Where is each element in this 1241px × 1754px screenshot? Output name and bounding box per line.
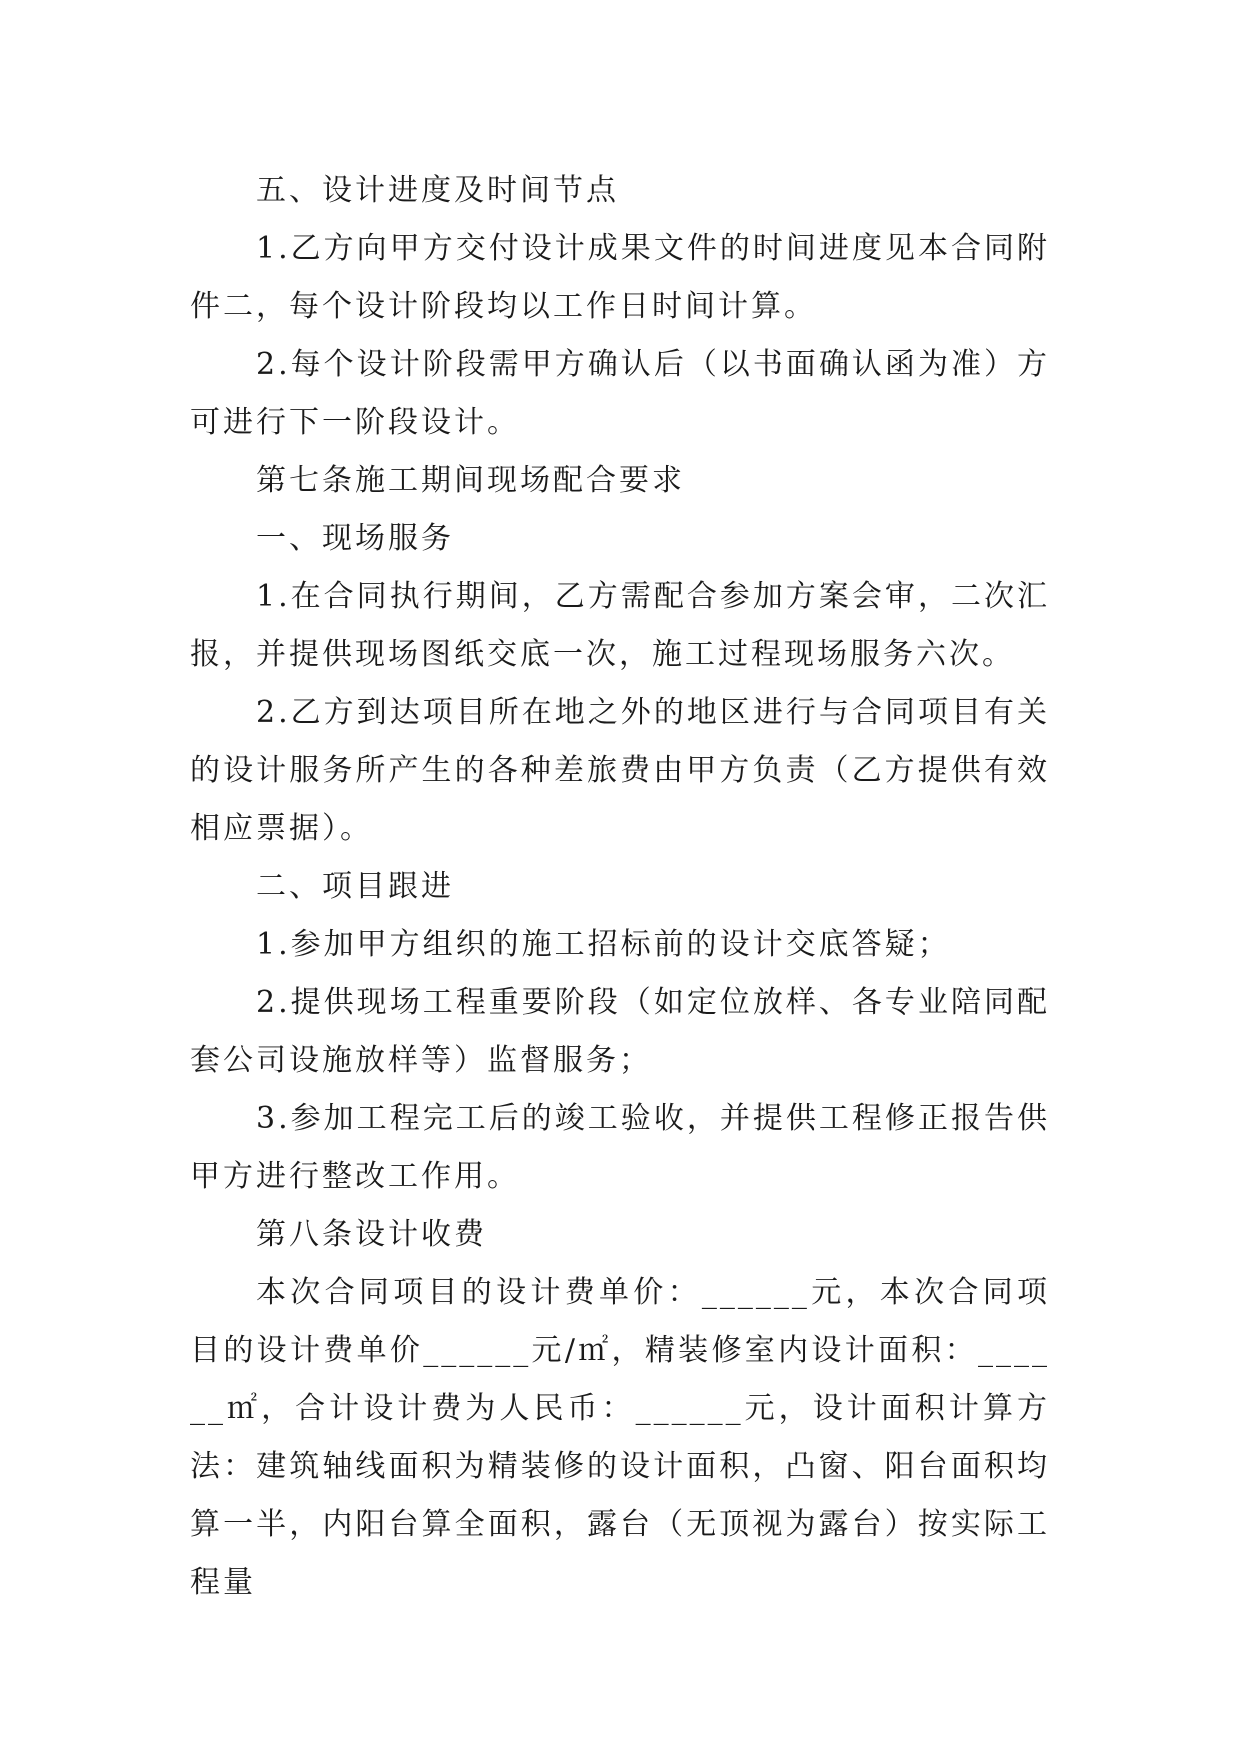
document-body (190, 162, 1050, 1612)
paragraph-stage-confirmation: 2.每个设计阶段需甲方确认后（以书面确认函为准）方可进行下一阶段设计。 (190, 347, 1050, 440)
paragraph-onsite-service-2: 2.乙方到达项目所在地之外的地区进行与合同项目有关的设计服务所产生的各种差旅费由甲方负责（乙方提供有效相应票据）。 (190, 695, 1050, 846)
paragraph-delivery-schedule: 1.乙方向甲方交付设计成果文件的时间进度见本合同附件二，每个设计阶段均以工作日时间计算。 (190, 231, 1050, 324)
section-heading-design-schedule: 五、设计进度及时间节点 (256, 173, 619, 208)
paragraph-design-fee: 本次合同项目的设计费单价：______元，本次合同项目的设计费单价______元/㎡，精装修室内设计面积：______㎡，合计设计费为人民币：______元，设计面积计算方法：建筑轴线面积为精装修的设计面积，凸窗、阳台面积均算一半，内阳台算全面积，露台（无顶视为露台）按实际工程量 (190, 1275, 1050, 1600)
section-heading-project-followup: 二、项目跟进 (256, 869, 454, 904)
article-heading-7: 第七条施工期间现场配合要求 (256, 463, 685, 498)
paragraph-onsite-service-1: 1.在合同执行期间，乙方需配合参加方案会审，二次汇报，并提供现场图纸交底一次，施工过程现场服务六次。 (190, 579, 1050, 672)
paragraph-followup-2: 2.提供现场工程重要阶段（如定位放样、各专业陪同配套公司设施放样等）监督服务； (190, 985, 1050, 1078)
paragraph-followup-1: 1.参加甲方组织的施工招标前的设计交底答疑； (256, 927, 951, 962)
section-heading-onsite-service: 一、现场服务 (256, 521, 454, 556)
paragraph-followup-3: 3.参加工程完工后的竣工验收，并提供工程修正报告供甲方进行整改工作用。 (190, 1101, 1050, 1194)
article-heading-8: 第八条设计收费 (256, 1217, 487, 1252)
